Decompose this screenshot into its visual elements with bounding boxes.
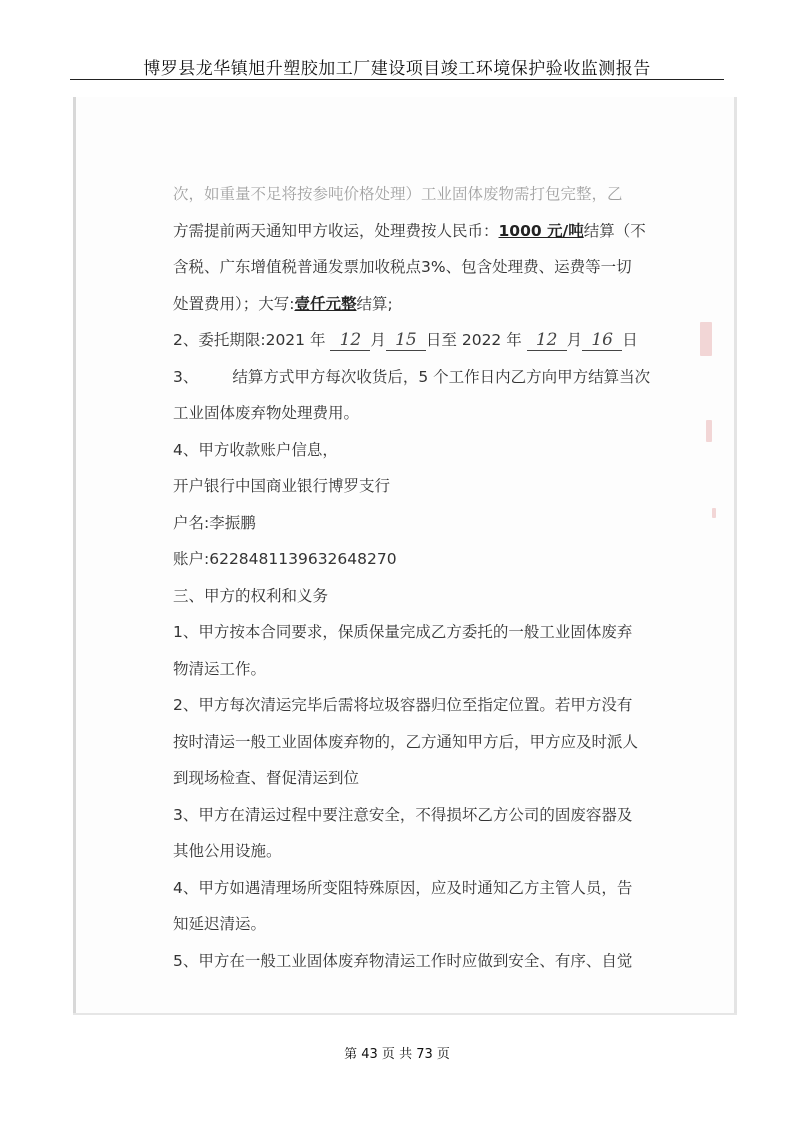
handwritten-start-month: 12	[330, 330, 370, 351]
contract-line: 户名:李振鹏	[173, 513, 256, 532]
contract-line: 4、甲方收款账户信息，	[173, 440, 338, 459]
contract-period-line	[173, 322, 638, 359]
contract-line	[173, 359, 651, 396]
report-header-title: 博罗县龙华镇旭升塑胶加工厂建设项目竣工环境保护验收监测报告	[143, 59, 651, 79]
red-seal-trace	[700, 322, 712, 356]
contract-line: 4、甲方如遇清理场所变阻特殊原因，应及时通知乙方主管人员，告	[173, 878, 633, 897]
contract-line: 账户:6228481139632648270	[173, 550, 397, 568]
fee-suffix: 结算（不	[583, 221, 646, 240]
contract-line: 含税、广东增值税普通发票加收税点3%、包含处理费、运费等一切	[173, 258, 632, 276]
handwritten-end-month: 12	[527, 330, 567, 351]
contract-line: 开户银行中国商业银行博罗支行	[173, 477, 391, 495]
fee-in-words: 壹仟元整	[294, 294, 357, 313]
day-unit: 日	[622, 331, 638, 349]
contract-line: 5、甲方在一般工业固体废弃物清运工作时应做到安全、有序、自觉	[173, 951, 633, 970]
contract-line: 3、甲方在清运过程中要注意安全，不得损坏乙方公司的固废容器及	[173, 805, 633, 824]
scan-bottom-edge	[73, 1013, 737, 1015]
contract-line-text: 处置费用）；大写:	[173, 294, 295, 313]
settlement-text: 结算方式甲方每次收货后，5 个工作日内乙方向甲方结算当次	[232, 367, 651, 386]
section-heading: 三、甲方的权利和义务	[173, 586, 329, 605]
contract-line: 2、甲方每次清运完毕后需将垃圾容器归位至指定位置。若甲方没有	[173, 696, 633, 714]
red-seal-trace	[712, 508, 716, 518]
contract-line: 次，如重量不足将按参吨价格处理）工业固体废物需打包完整，乙	[173, 185, 623, 203]
period-mid-text: 日至 2022 年	[425, 331, 522, 349]
contract-line: 1、甲方按本合同要求，保质保量完成乙方委托的一般工业固体废弃	[173, 623, 633, 641]
contract-line: 知延迟清运。	[173, 915, 267, 933]
contract-line-text: 2、委托期限:2021 年	[173, 331, 326, 349]
contract-line	[173, 286, 633, 323]
contract-line: 按时清运一般工业固体废弃物的，乙方通知甲方后，甲方应及时派人	[173, 732, 639, 751]
handwritten-end-day: 16	[582, 330, 622, 351]
contract-line-text: 3、	[173, 367, 199, 386]
contract-line-text: 方需提前两天通知甲方收运，处理费按人民币：	[173, 221, 499, 240]
month-unit: 月	[566, 331, 583, 349]
handwritten-start-day: 15	[386, 330, 426, 351]
contract-line: 工业固体废弃物处理费用。	[173, 404, 360, 422]
fee-words-suffix: 结算;	[356, 294, 393, 313]
fee-amount: 1000 元/吨	[498, 221, 584, 240]
page-number: 第 43 页 共 73 页	[344, 1047, 450, 1062]
month-unit: 月	[370, 331, 386, 349]
header-divider	[70, 79, 724, 80]
contract-line: 到现场检查、督促清运到位	[173, 769, 360, 787]
contract-line: 其他公用设施。	[173, 842, 282, 860]
contract-line	[173, 213, 646, 250]
contract-line: 物清运工作。	[173, 659, 267, 678]
red-seal-trace	[706, 420, 712, 442]
contract-body	[173, 176, 651, 979]
